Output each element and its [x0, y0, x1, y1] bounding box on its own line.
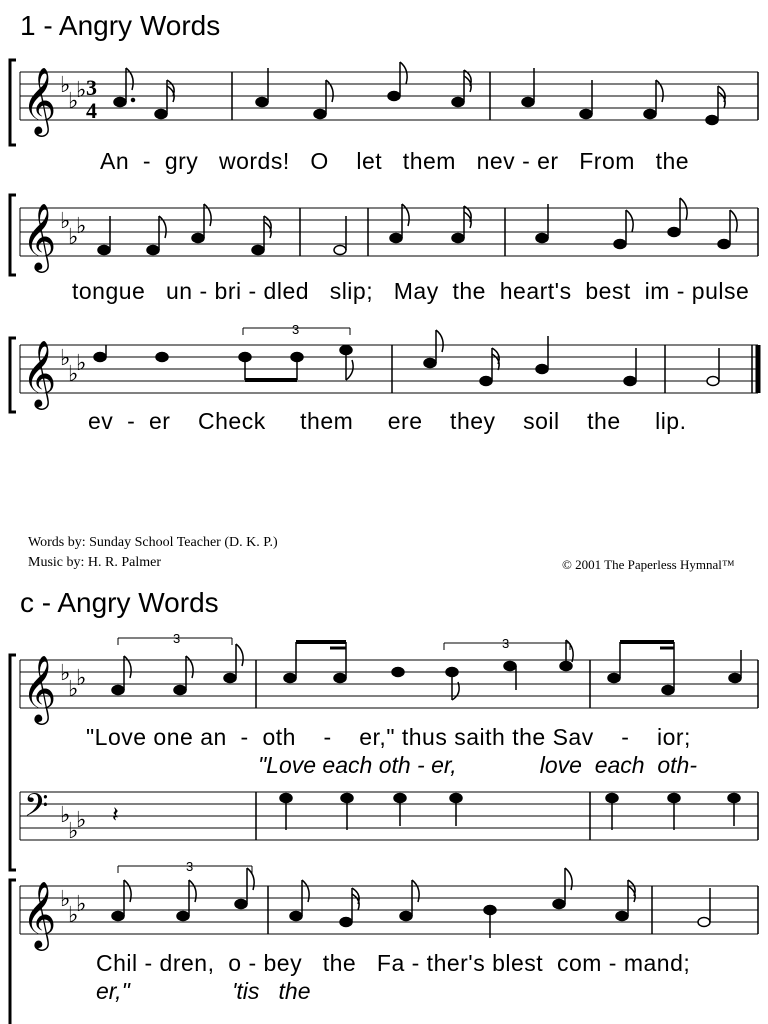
system-1	[10, 60, 758, 145]
hymn-title-2: c - Angry Words	[20, 587, 219, 618]
lyric-c-line-1-alt: "Love each oth - er, love each oth-	[258, 752, 698, 778]
svg-text:♭: ♭	[68, 677, 79, 702]
copyright: © 2001 The Paperless Hymnal™	[562, 557, 735, 572]
lyric-c-line-2: Chil - dren, o - bey the Fa - ther's blest com - mand;	[96, 950, 691, 976]
svg-text:3: 3	[173, 631, 181, 646]
svg-text:♭: ♭	[68, 362, 79, 387]
svg-text:3: 3	[502, 636, 510, 651]
svg-text:♭: ♭	[60, 209, 71, 234]
hymn-1-score	[0, 0, 768, 450]
system-2	[10, 195, 758, 275]
treble-clef-icon: 𝄞	[22, 654, 57, 722]
svg-text:♭: ♭	[68, 89, 79, 114]
system-c-1	[10, 631, 758, 870]
svg-text:♭: ♭	[68, 225, 79, 250]
svg-text:3: 3	[186, 859, 194, 874]
svg-text:♭: ♭	[76, 351, 87, 376]
svg-text:♭: ♭	[76, 78, 87, 103]
svg-text:♭: ♭	[76, 892, 87, 917]
svg-text:𝄽: 𝄽	[112, 803, 119, 828]
lyric-line-3: ev - er Check them ere they soil the lip.	[88, 408, 687, 434]
svg-text:♭: ♭	[76, 808, 87, 833]
words-credit: Words by: Sunday School Teacher (D. K. P.)	[28, 535, 278, 550]
svg-text:3: 3	[292, 322, 300, 337]
lyric-c-line-1: "Love one an - oth - er," thus saith the Sav - ior;	[86, 724, 691, 750]
system-3	[10, 322, 758, 412]
svg-text:♭: ♭	[60, 346, 71, 371]
treble-clef-icon: 𝄞	[22, 339, 57, 407]
lyric-c-line-2-alt: er," 'tis the	[96, 978, 311, 1004]
treble-clef-icon: 𝄞	[22, 880, 57, 948]
system-c-bass	[20, 787, 758, 844]
svg-text:♭: ♭	[60, 73, 71, 98]
bass-clef-icon: 𝄢	[24, 787, 49, 831]
svg-text:♭: ♭	[60, 887, 71, 912]
svg-text:♭: ♭	[76, 214, 87, 239]
treble-clef-icon: 𝄞	[22, 202, 57, 270]
svg-text:4: 4	[86, 98, 97, 123]
svg-text:♭: ♭	[68, 903, 79, 928]
svg-text:♭: ♭	[60, 661, 71, 686]
svg-text:♭: ♭	[68, 819, 79, 844]
lyric-line-2: tongue un - bri - dled slip; May the heart's best im - pulse	[72, 278, 750, 304]
music-credit: Music by: H. R. Palmer	[28, 555, 161, 570]
svg-text:♭: ♭	[76, 666, 87, 691]
lyric-line-1: An - gry words! O let them nev - er From the	[100, 148, 690, 174]
svg-text:♭: ♭	[60, 803, 71, 828]
treble-clef-icon: 𝄞	[22, 66, 57, 134]
svg-text:3: 3	[86, 75, 97, 100]
hymn-title-1: 1 - Angry Words	[20, 10, 221, 41]
